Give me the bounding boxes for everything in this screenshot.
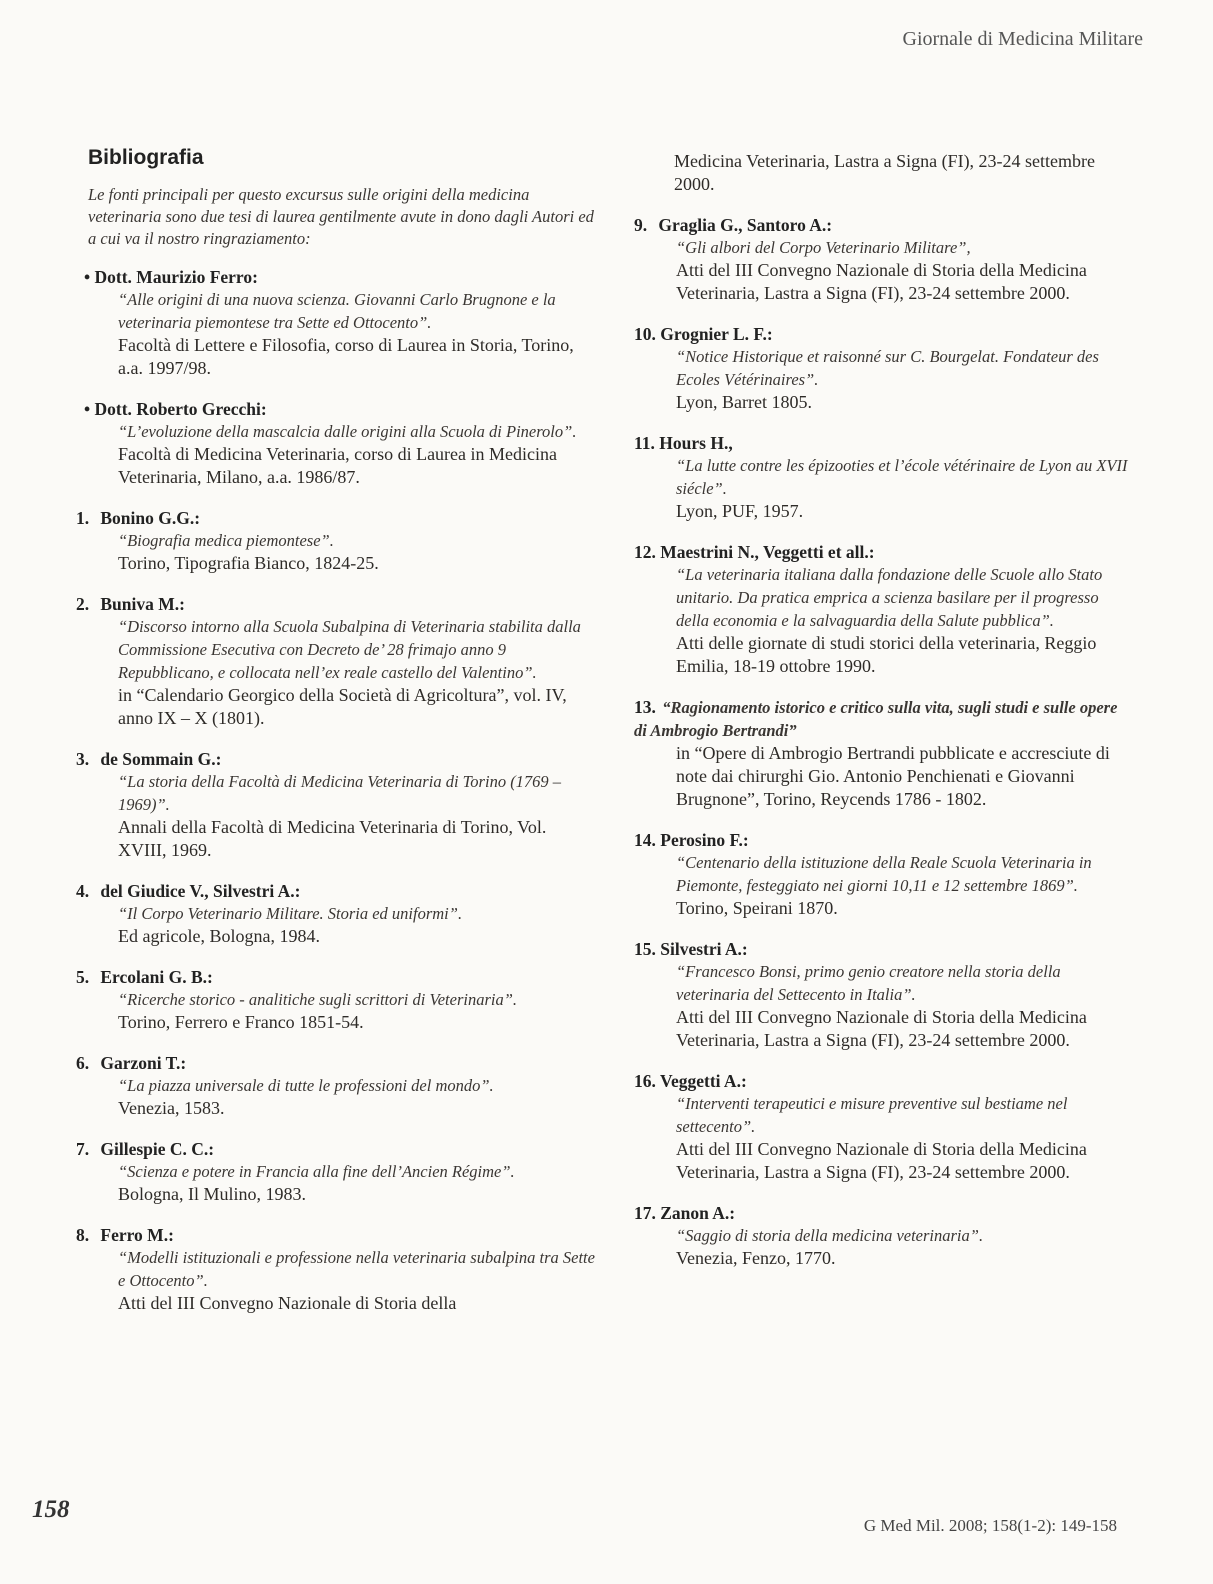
ref-title: “Interventi terapeutici e misure preventive sul bestiame nel settecento”. bbox=[676, 1094, 1068, 1136]
ref-pub: Torino, Ferrero e Franco 1851-54. bbox=[118, 1012, 364, 1032]
ref-number: 11. bbox=[634, 433, 655, 453]
ref-pub: Torino, Speirani 1870. bbox=[676, 898, 838, 918]
reference-entry bbox=[76, 1138, 596, 1206]
ref-title: “Francesco Bonsi, primo genio creatore nella storia della veterinaria del Settecento in Italia”. bbox=[676, 962, 1061, 1004]
ref-number: 14. bbox=[634, 830, 656, 850]
intro-text: Le fonti principali per questo excursus sulle origini della medicina veterinaria sono due tesi di laurea gentilmente avute in dono dagli Autori ed a cui va il nostro ringraziamento: bbox=[88, 185, 594, 248]
ref-title: “Ricerche storico - analitiche sugli scrittori di Veterinaria”. bbox=[118, 990, 518, 1009]
ref-author: Grognier L. F.: bbox=[660, 324, 773, 344]
journal-citation: G Med Mil. 2008; 158(1-2): 149-158 bbox=[863, 1516, 1117, 1535]
right-column bbox=[634, 150, 1134, 1288]
ref-author: Ferro M.: bbox=[100, 1225, 174, 1245]
ref-author: Buniva M.: bbox=[100, 594, 185, 614]
left-column bbox=[76, 146, 596, 1333]
thesis-author: Dott. Roberto Grecchi: bbox=[94, 399, 267, 419]
ref-pub: Annali della Facoltà di Medicina Veterinaria di Torino, Vol. XVIII, 1969. bbox=[118, 817, 547, 860]
ref-title: “La piazza universale di tutte le professioni del mondo”. bbox=[118, 1076, 494, 1095]
ref-pub: Lyon, PUF, 1957. bbox=[676, 501, 804, 521]
ref-author: Silvestri A.: bbox=[660, 939, 748, 959]
ref-pub: Ed agricole, Bologna, 1984. bbox=[118, 926, 320, 946]
thesis-title: “L’evoluzione della mascalcia dalle origini alla Scuola di Pinerolo”. bbox=[118, 422, 577, 441]
reference-entry bbox=[634, 432, 1134, 523]
thesis-entry bbox=[76, 398, 596, 489]
reference-entry bbox=[634, 323, 1134, 414]
reference-entry bbox=[634, 1070, 1134, 1184]
ref-pub: Atti del III Convegno Nazionale di Storia della Medicina Veterinaria, Lastra a Signa (FI), 23-24 settembre 2000. bbox=[676, 260, 1087, 303]
ref-title: “Notice Historique et raisonné sur C. Bourgelat. Fondateur des Ecoles Vétérinaires”. bbox=[676, 347, 1099, 389]
ref-pub: Atti del III Convegno Nazionale di Storia della bbox=[118, 1293, 457, 1313]
ref-title: “Discorso intorno alla Scuola Subalpina di Veterinaria stabilita dalla Commissione Esecutiva con Decreto de’ 28 frimajo anno 9 Repubblicano, e collocata nell’ex reale castello del Valentino”. bbox=[118, 617, 581, 682]
ref-title: “La storia della Facoltà di Medicina Veterinaria di Torino (1769 – 1969)”. bbox=[118, 772, 562, 814]
ref-title: “Il Corpo Veterinario Militare. Storia ed uniformi”. bbox=[118, 904, 463, 923]
ref-title: “La veterinaria italiana dalla fondazione delle Scuole allo Stato unitario. Da pratica emprica a scienza basilare per il progresso della economia e la salvaguardia della Salute pubblica”. bbox=[676, 565, 1103, 630]
ref-title: “Ragionamento istorico e critico sulla vita, sugli studi e sulle opere di Ambrogio Bertrandi” bbox=[634, 698, 1118, 740]
ref-pub: Venezia, Fenzo, 1770. bbox=[676, 1248, 836, 1268]
ref-pub: Torino, Tipografia Bianco, 1824-25. bbox=[118, 553, 379, 573]
ref-number: 16. bbox=[634, 1071, 656, 1091]
ref-author: Perosino F.: bbox=[660, 830, 749, 850]
reference-entry bbox=[76, 507, 596, 575]
section-title: Bibliografia bbox=[88, 146, 204, 169]
ref-pub: in “Opere di Ambrogio Bertrandi pubblicate e accresciute di note dai chirurghi Gio. Antonio Penchienati e Giovanni Brugnone”, Torino, Reycends 1786 - 1802. bbox=[676, 743, 1110, 809]
ref-title: “Biografia medica piemontese”. bbox=[118, 531, 334, 550]
reference-continuation bbox=[634, 150, 1134, 196]
ref-author: de Sommain G.: bbox=[100, 749, 222, 769]
ref-number: 15. bbox=[634, 939, 656, 959]
ref-author: Graglia G., Santoro A.: bbox=[658, 215, 833, 235]
ref-author: Bonino G.G.: bbox=[100, 508, 201, 528]
ref-pub: in “Calendario Georgico della Società di Agricoltura”, vol. IV, anno IX – X (1801). bbox=[118, 685, 567, 728]
ref-title: “Saggio di storia della medicina veterinaria”. bbox=[676, 1226, 984, 1245]
ref-number: 12. bbox=[634, 542, 656, 562]
bullet: • bbox=[84, 399, 91, 419]
ref-author: Zanon A.: bbox=[660, 1203, 736, 1223]
ref-title: “Scienza e potere in Francia alla fine dell’Ancien Régime”. bbox=[118, 1162, 515, 1181]
ref-author: del Giudice V., Silvestri A.: bbox=[100, 881, 301, 901]
ref-pub: Atti del III Convegno Nazionale di Storia della Medicina Veterinaria, Lastra a Signa (FI), 23-24 settembre 2000. bbox=[676, 1007, 1087, 1050]
thesis-author: Dott. Maurizio Ferro: bbox=[94, 267, 258, 287]
ref-title: “Modelli istituzionali e professione nella veterinaria subalpina tra Sette e Ottocento”. bbox=[118, 1248, 595, 1290]
thesis-pub: Facoltà di Lettere e Filosofia, corso di Laurea in Storia, Torino, a.a. 1997/98. bbox=[118, 335, 574, 378]
ref-author: Ercolani G. B.: bbox=[100, 967, 213, 987]
ref-number: 1. bbox=[76, 508, 90, 528]
ref-number: 9. bbox=[634, 215, 648, 235]
reference-entry bbox=[634, 541, 1134, 678]
reference-entry bbox=[76, 966, 596, 1034]
ref-author: Maestrini N., Veggetti et all.: bbox=[660, 542, 875, 562]
ref-number: 10. bbox=[634, 324, 656, 344]
ref-number: 3. bbox=[76, 749, 90, 769]
ref-number: 6. bbox=[76, 1053, 90, 1073]
ref-title: “Centenario della istituzione della Reale Scuola Veterinaria in Piemonte, festeggiato nei giorni 10,11 e 12 settembre 1869”. bbox=[676, 853, 1092, 895]
ref-pub: Venezia, 1583. bbox=[118, 1098, 225, 1118]
ref-title: “Gli albori del Corpo Veterinario Militare”, bbox=[676, 238, 971, 257]
ref-pub-continuation: Medicina Veterinaria, Lastra a Signa (FI), 23-24 settembre 2000. bbox=[674, 151, 1096, 194]
ref-number: 7. bbox=[76, 1139, 90, 1159]
ref-author: Veggetti A.: bbox=[659, 1071, 747, 1091]
ref-pub: Atti delle giornate di studi storici della veterinaria, Reggio Emilia, 18-19 ottobre 1990. bbox=[676, 633, 1097, 676]
ref-number: 13. bbox=[634, 697, 656, 717]
ref-pub: Lyon, Barret 1805. bbox=[676, 392, 812, 412]
ref-number: 8. bbox=[76, 1225, 90, 1245]
ref-number: 4. bbox=[76, 881, 90, 901]
ref-title: “La lutte contre les épizooties et l’école vétérinaire de Lyon au XVII siécle”. bbox=[676, 456, 1128, 498]
reference-entry bbox=[634, 938, 1134, 1052]
ref-author: Garzoni T.: bbox=[100, 1053, 187, 1073]
ref-author: Gillespie C. C.: bbox=[100, 1139, 215, 1159]
ref-number: 2. bbox=[76, 594, 90, 614]
ref-number: 17. bbox=[634, 1203, 656, 1223]
ref-number: 5. bbox=[76, 967, 90, 987]
reference-entry bbox=[76, 593, 596, 730]
running-head: Giornale di Medicina Militare bbox=[902, 28, 1143, 50]
reference-entry bbox=[634, 829, 1134, 920]
reference-entry bbox=[634, 214, 1134, 305]
reference-entry bbox=[76, 1224, 596, 1315]
thesis-title: “Alle origini di una nuova scienza. Giovanni Carlo Brugnone e la veterinaria piemontese tra Sette ed Ottocento”. bbox=[118, 290, 556, 332]
bullet: • bbox=[84, 267, 91, 287]
reference-entry bbox=[76, 880, 596, 948]
reference-entry bbox=[634, 1202, 1134, 1270]
reference-entry bbox=[634, 696, 1134, 811]
thesis-entry bbox=[76, 266, 596, 380]
ref-pub: Atti del III Convegno Nazionale di Storia della Medicina Veterinaria, Lastra a Signa (FI), 23-24 settembre 2000. bbox=[676, 1139, 1087, 1182]
ref-author: Hours H., bbox=[659, 433, 733, 453]
reference-entry bbox=[76, 1052, 596, 1120]
reference-entry bbox=[76, 748, 596, 862]
page-number: 158 bbox=[32, 1496, 70, 1523]
thesis-pub: Facoltà di Medicina Veterinaria, corso di Laurea in Medicina Veterinaria, Milano, a.a. 1986/87. bbox=[118, 444, 558, 487]
ref-pub: Bologna, Il Mulino, 1983. bbox=[118, 1184, 306, 1204]
